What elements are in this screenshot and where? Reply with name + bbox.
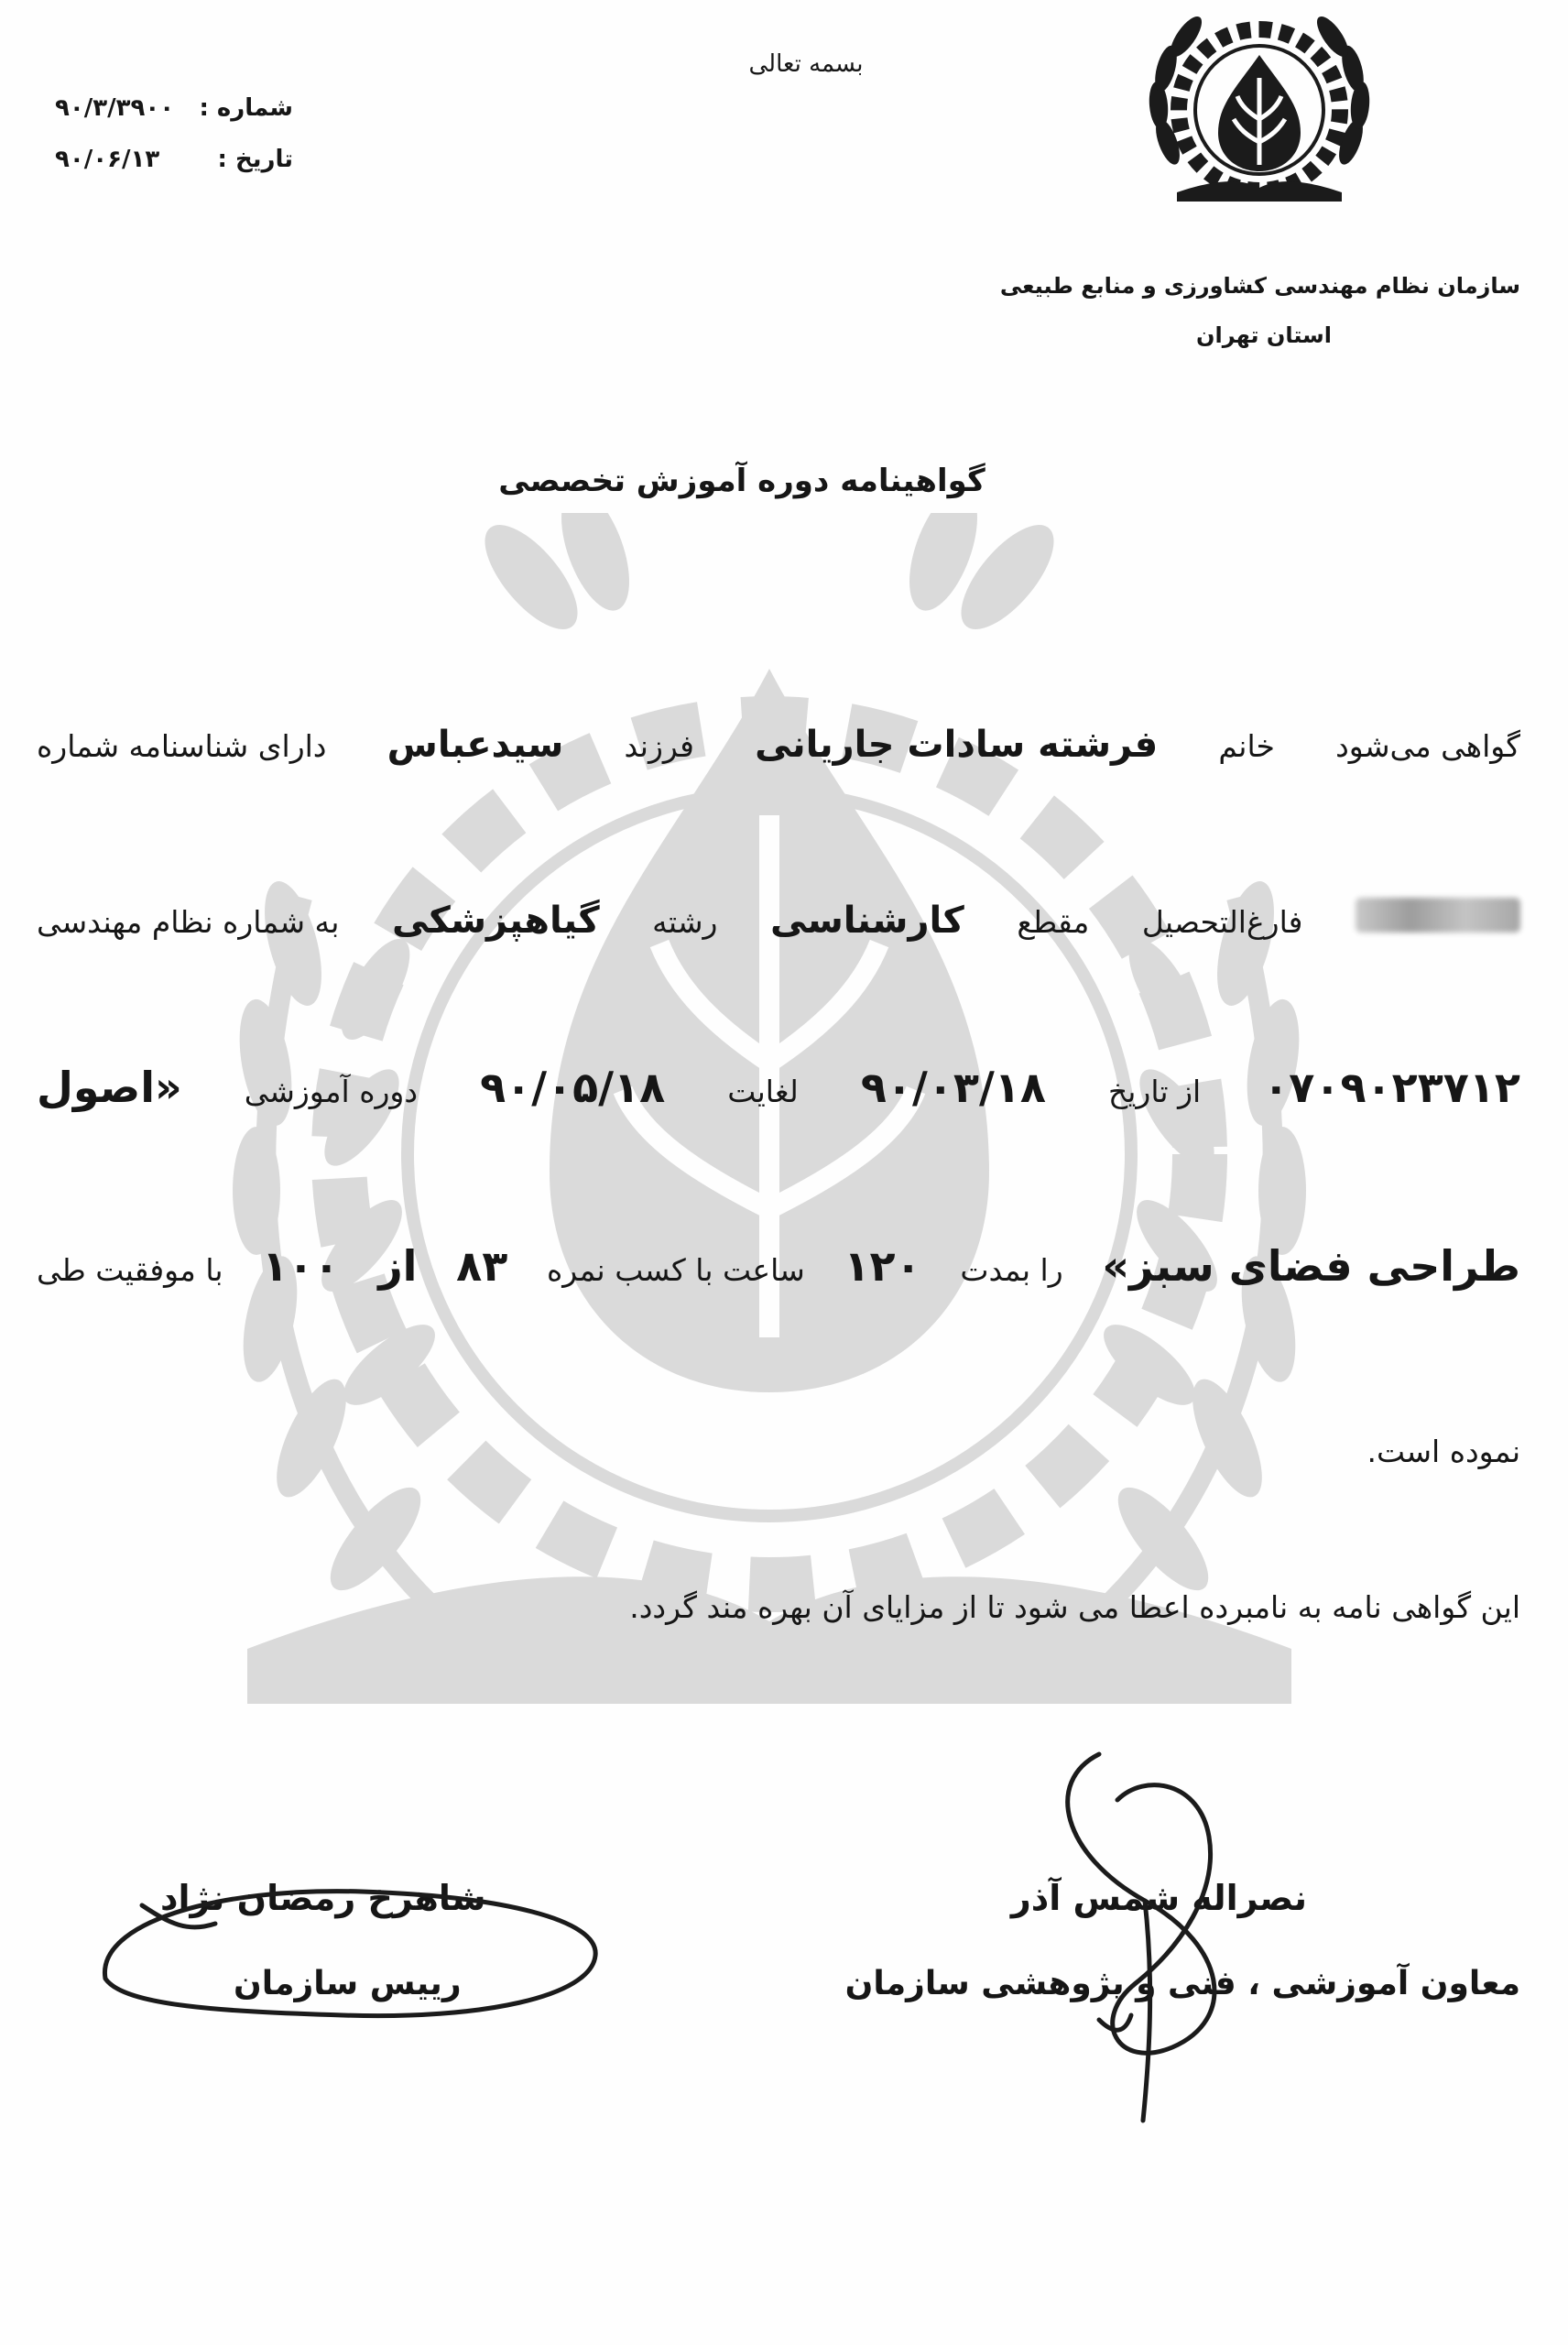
body-line-5 bbox=[37, 1434, 1520, 1469]
number-label: شماره : bbox=[199, 94, 293, 122]
out-of-label: از bbox=[378, 1241, 418, 1291]
body-line-1 bbox=[37, 724, 1520, 766]
id-number-label: دارای شناسنامه شماره bbox=[37, 728, 327, 764]
graduate-label: فارغ‌التحصیل bbox=[1141, 904, 1303, 940]
course-end-date: ۹۰/۰۵/۱۸ bbox=[480, 1063, 666, 1112]
degree-level: کارشناسی bbox=[769, 900, 964, 942]
field-label: رشته bbox=[652, 904, 718, 940]
body-line-3 bbox=[37, 1063, 1520, 1112]
child-of-label: فرزند bbox=[624, 728, 694, 764]
engineering-number-label: به شماره نظام مهندسی bbox=[37, 904, 340, 940]
from-date-label: از تاریخ bbox=[1107, 1074, 1202, 1109]
right-signatory-role: معاون آموزشی ، فنی و پژوهشی سازمان bbox=[844, 1965, 1520, 2002]
redacted-id-number bbox=[1356, 898, 1520, 933]
certificate-title: گواهینامه دوره آموزش تخصصی bbox=[498, 463, 985, 499]
course-label: دوره آموزشی bbox=[244, 1074, 419, 1109]
reference-number-row bbox=[55, 82, 293, 134]
engineering-number: ۰۷۰۹۰۲۳۷۱۲ bbox=[1263, 1063, 1520, 1112]
success-label: با موفقیت طی bbox=[37, 1252, 223, 1288]
closing-line bbox=[37, 1589, 1520, 1625]
score-label: ساعت با کسب نمره bbox=[546, 1252, 805, 1288]
watermark-emblem-icon bbox=[165, 513, 1374, 1759]
number-value: ۹۰/۳/۳۹۰۰ bbox=[55, 94, 175, 122]
date-label: تاریخ : bbox=[217, 146, 293, 173]
handwritten-signature-right-icon bbox=[1035, 1745, 1255, 2130]
left-signatory-role: رییس سازمان bbox=[234, 1965, 462, 2002]
body-line-4 bbox=[37, 1241, 1520, 1291]
degree-level-label: مقطع bbox=[1017, 904, 1090, 940]
closing-text: این گواهی نامه به نامبرده اعطا می شود تا از مزایای آن بهره مند گردد. bbox=[629, 1589, 1520, 1625]
score-value: ۸۳ bbox=[456, 1241, 508, 1291]
body-line-2 bbox=[37, 898, 1520, 942]
course-name-part-2: طراحی فضای سبز» bbox=[1102, 1241, 1520, 1291]
right-signatory-name: نصراله شمس آذر bbox=[1010, 1878, 1307, 1918]
organization-logo-icon bbox=[1122, 5, 1397, 224]
duration-label: را بمدت bbox=[960, 1252, 1063, 1288]
score-max: ۱۰۰ bbox=[262, 1241, 340, 1291]
course-name-part-1: «اصول bbox=[37, 1063, 182, 1112]
reference-date-row bbox=[55, 134, 293, 185]
course-hours: ۱۲۰ bbox=[844, 1241, 921, 1291]
organization-name: سازمان نظام مهندسی کشاورزی و منابع طبیعی bbox=[999, 273, 1520, 299]
recipient-name: فرشته سادات جاریانی bbox=[755, 724, 1159, 766]
reference-block bbox=[55, 82, 293, 185]
field-of-study: گیاهپزشکی bbox=[391, 900, 600, 942]
handwritten-signature-left-icon bbox=[87, 1869, 609, 2034]
left-signatory-name: شاهرخ رمضان نژاد bbox=[160, 1878, 486, 1918]
course-start-date: ۹۰/۰۳/۱۸ bbox=[860, 1063, 1046, 1112]
organization-province: استان تهران bbox=[1196, 322, 1332, 348]
father-name: سیدعباس bbox=[387, 724, 564, 766]
bismillah-heading: بسمه تعالی bbox=[748, 50, 864, 78]
certify-text: گواهی می‌شود bbox=[1335, 728, 1520, 764]
title-mrs: خانم bbox=[1218, 728, 1275, 764]
date-value: ۹۰/۰۶/۱۳ bbox=[55, 146, 160, 173]
completed-text: نموده است. bbox=[1367, 1434, 1520, 1469]
until-label: لغایت bbox=[727, 1074, 799, 1109]
